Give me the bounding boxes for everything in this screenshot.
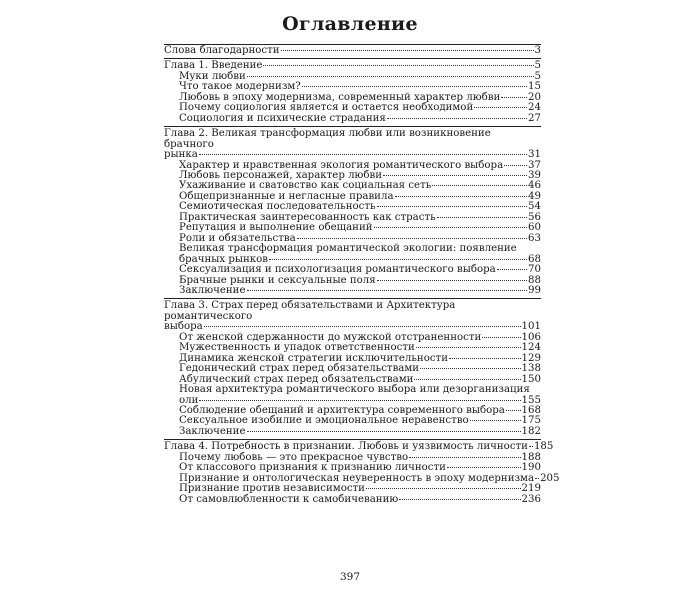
- toc-page-number: 3: [534, 45, 541, 56]
- dot-leader: [263, 65, 533, 66]
- toc-page-number: 101: [521, 321, 541, 333]
- toc-entry-title: От классового признания к признанию личности: [179, 462, 446, 474]
- toc-section-entry: [164, 114, 541, 124]
- toc-entry-title: Глава 2. Великая трансформация любви или возникновение брачного: [164, 128, 491, 150]
- dot-leader: [432, 185, 527, 186]
- toc-section-entry: [164, 286, 541, 296]
- toc-entry-title: Сексуальное изобилие и эмоциональное неравенство: [179, 415, 469, 427]
- toc-page-number: 138: [521, 363, 541, 375]
- toc-section-entry: [164, 265, 541, 275]
- toc-entry-title: Роли и обязательства: [179, 232, 296, 244]
- dot-leader: [247, 290, 528, 291]
- toc-page-number: 15: [528, 81, 541, 93]
- toc-page-number: 31: [528, 149, 541, 161]
- toc-entry-title: Общепризнанные и негласные правила: [179, 190, 394, 202]
- toc-entry-title: Муки любви: [179, 70, 246, 82]
- toc-entry-title: Глава 4. Потребность в признании. Любовь и уязвимость личности: [164, 441, 528, 453]
- dot-leader: [395, 196, 528, 197]
- toc-page-number: 185: [533, 441, 554, 453]
- toc-chapter-entry: [164, 44, 541, 56]
- toc-entry-title: Мужественность и упадок ответственности: [179, 342, 415, 354]
- toc-entry-title-cont: рынка: [164, 149, 198, 161]
- page-title: Оглавление: [282, 13, 418, 35]
- dot-leader: [269, 259, 527, 260]
- dot-leader: [449, 358, 521, 359]
- toc-page-number: 129: [521, 352, 541, 364]
- toc-page-number: 124: [521, 342, 541, 354]
- toc-entry-title: Заключение: [179, 425, 246, 437]
- toc-entry-title-cont: оли: [179, 394, 199, 406]
- toc-chapter-entry: [164, 439, 554, 453]
- dot-leader: [416, 347, 521, 348]
- dot-leader: [420, 368, 520, 369]
- dot-leader: [529, 446, 533, 447]
- dot-leader: [383, 175, 527, 176]
- dot-leader: [447, 467, 521, 468]
- toc-page-number: 37: [528, 159, 541, 171]
- toc-page-number: 150: [521, 373, 541, 385]
- dot-leader: [535, 478, 539, 479]
- toc-entry-title: Почему социология является и остается необходимой: [179, 102, 474, 114]
- dot-leader: [297, 238, 527, 239]
- toc-page-number: 188: [521, 451, 541, 463]
- dot-leader: [199, 400, 520, 401]
- toc-page-number: 70: [528, 264, 541, 276]
- toc-entry-title: Брачные рынки и сексуальные поля: [179, 274, 376, 286]
- dot-leader: [366, 488, 521, 489]
- toc-entry-title: Соблюдение обещаний и архитектура современного выбора: [179, 404, 505, 416]
- dot-leader: [399, 499, 520, 500]
- dot-leader: [247, 431, 521, 432]
- toc-entry-title: Ухаживание и сватовство как социальная сеть: [179, 180, 432, 192]
- toc-page-number: 56: [528, 211, 541, 223]
- toc-page-number: 155: [521, 394, 541, 406]
- toc-entry-title-cont: брачных рынков: [179, 253, 269, 265]
- toc-entry-title-cont: выбора: [164, 321, 203, 333]
- dot-leader: [482, 337, 520, 338]
- toc-section-entry: [164, 427, 541, 437]
- dot-leader: [470, 420, 521, 421]
- toc-entry-title: От самовлюбленности к самобичеванию: [179, 493, 399, 505]
- dot-leader: [504, 165, 527, 166]
- toc-page-number: 182: [521, 425, 541, 437]
- toc-entry-title: Динамика женской стратегии исключительности: [179, 352, 448, 364]
- toc-entry-title: Репутация и выполнение обещаний: [179, 222, 373, 234]
- dot-leader: [199, 154, 527, 155]
- toc-entry-title: Характер и нравственная экология романтического выбора: [179, 159, 504, 171]
- toc-chapter-entry: [164, 298, 541, 332]
- toc-page-number: 190: [521, 462, 541, 474]
- dot-leader: [497, 269, 527, 270]
- dot-leader: [204, 326, 521, 327]
- toc-page-number: 175: [521, 415, 541, 427]
- dot-leader: [377, 280, 527, 281]
- toc-entry-title: Слова благодарности: [164, 45, 280, 56]
- toc-page-number: 5: [534, 70, 541, 82]
- dot-leader: [501, 97, 527, 98]
- toc-entry-title: Великая трансформация романтической экологии: появление: [179, 243, 517, 255]
- toc-page-number: 63: [528, 232, 541, 244]
- toc-entry-title: Практическая заинтересованность как страсть: [179, 211, 436, 223]
- toc-entry-title: Что такое модернизм?: [179, 81, 301, 93]
- toc-page-number: 54: [528, 201, 541, 213]
- toc-page-number: 168: [521, 404, 541, 416]
- toc-page-number: 5: [534, 60, 541, 72]
- toc-chapter-entry: [164, 58, 541, 71]
- dot-leader: [409, 457, 520, 458]
- dot-leader: [437, 217, 527, 218]
- dot-leader: [387, 118, 527, 119]
- toc-page-number: 49: [528, 190, 541, 202]
- toc-entry-title: Глава 3. Страх перед обязательствами и Архитектура романтического: [164, 300, 456, 322]
- dot-leader: [281, 50, 534, 51]
- dot-leader: [377, 206, 528, 207]
- toc-page-number: 88: [528, 274, 541, 286]
- toc-page-number: 205: [540, 472, 560, 484]
- toc-page-number: 106: [521, 331, 541, 343]
- toc-page-number: 20: [528, 91, 541, 103]
- toc-page-number: 219: [521, 483, 541, 495]
- table-of-contents: [164, 44, 560, 505]
- dot-leader: [414, 379, 520, 380]
- toc-page-number: 46: [528, 180, 541, 192]
- toc-entry-title: Сексуализация и психологизация романтического выбора: [179, 264, 496, 276]
- toc-entry-title: Семиотическая последовательность: [179, 201, 376, 213]
- toc-section-entry: [164, 385, 541, 406]
- toc-page-number: 60: [528, 222, 541, 234]
- toc-entry-title: Любовь персонажей, характер любви: [179, 169, 383, 181]
- dot-leader: [247, 76, 534, 77]
- toc-entry-title: Признание и онтологическая неуверенность в эпоху модернизма: [179, 472, 535, 484]
- toc-entry-title: От женской сдержанности до мужской отстраненности: [179, 331, 482, 343]
- toc-page-number: 99: [528, 284, 541, 296]
- toc-page-number: 39: [528, 169, 541, 181]
- page-number: 397: [339, 571, 361, 583]
- toc-page-number: 236: [521, 493, 541, 505]
- toc-entry-title: Любовь в эпоху модернизма, современный характер любви: [179, 91, 501, 103]
- toc-entry-title: Абулический страх перед обязательствами: [179, 373, 414, 385]
- toc-chapter-entry: [164, 126, 541, 160]
- toc-entry-title: Почему любовь — это прекрасное чувство: [179, 451, 409, 463]
- toc-entry-title: Социология и психические страдания: [179, 112, 386, 124]
- toc-section-entry: [164, 484, 541, 494]
- toc-section-entry: [164, 244, 541, 265]
- toc-entry-title: Гедонический страх перед обязательствами: [179, 363, 420, 375]
- toc-entry-title: Новая архитектура романтического выбора или дезорганизация: [179, 384, 530, 396]
- dot-leader: [474, 107, 527, 108]
- toc-entry-title: Глава 1. Введение: [164, 60, 263, 72]
- toc-entry-title: Признание против независимости: [179, 483, 365, 495]
- toc-page-number: 24: [528, 102, 541, 114]
- toc-page-number: 27: [528, 112, 541, 124]
- toc-page-number: 68: [528, 253, 541, 265]
- dot-leader: [374, 227, 528, 228]
- dot-leader: [506, 410, 521, 411]
- toc-entry-title: Заключение: [179, 284, 246, 296]
- toc-section-entry: [164, 495, 541, 505]
- dot-leader: [302, 86, 527, 87]
